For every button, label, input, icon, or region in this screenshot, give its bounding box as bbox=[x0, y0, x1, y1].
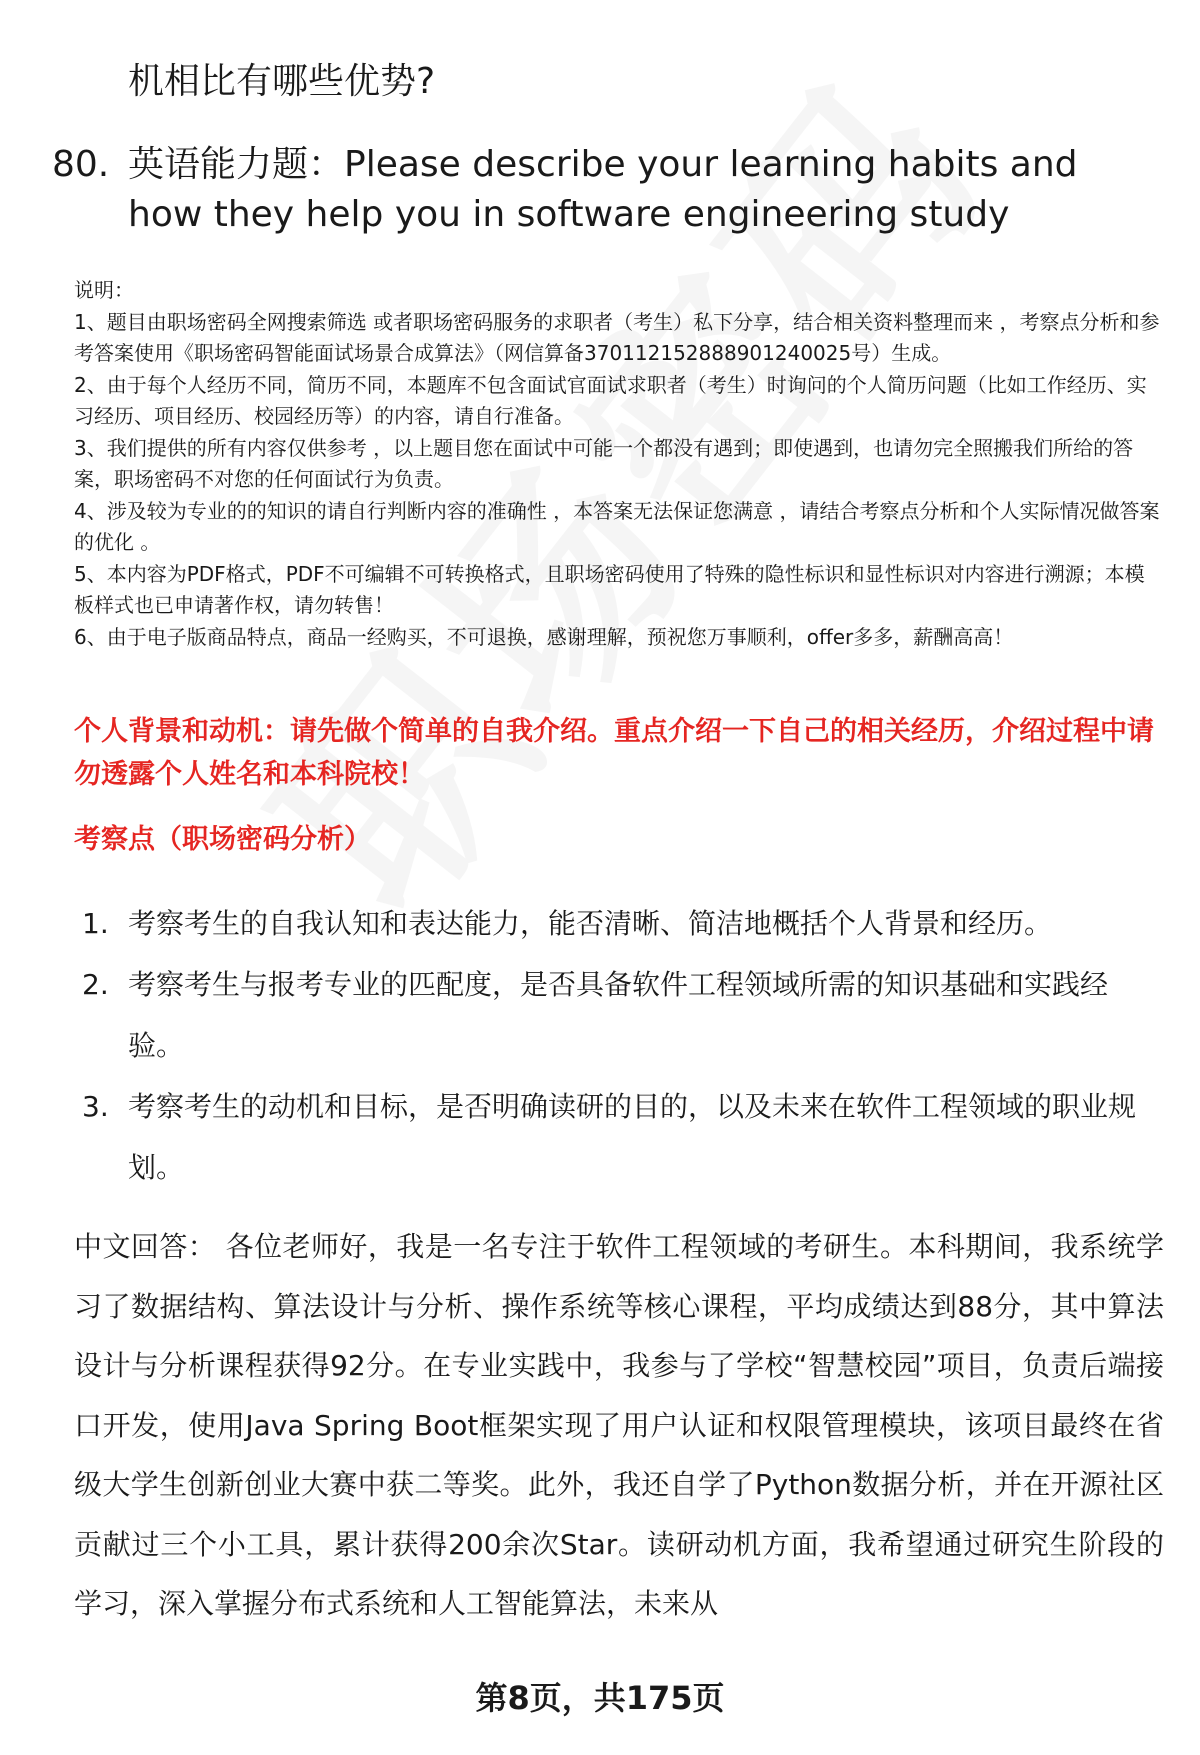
analysis-point-number: 3. bbox=[82, 1090, 109, 1123]
question-80 bbox=[52, 140, 1152, 240]
analysis-point-text: 考察考生的自我认知和表达能力，能否清晰、简洁地概括个人背景和经历。 bbox=[128, 907, 1053, 940]
question-number: 80. bbox=[52, 144, 110, 185]
analysis-point bbox=[82, 1076, 1162, 1198]
notes-line: 1、题目由职场密码全网搜索筛选 或者职场密码服务的求职者（考生）私下分享，结合相关资料整理而来 ，考察点分析和参考答案使用《职场密码智能面试场景合成算法》（网信算备370112152888901240025号）生成。 bbox=[74, 309, 1160, 365]
analysis-point bbox=[82, 893, 1162, 954]
analysis-point-text: 考察考生的动机和目标，是否明确读研的目的，以及未来在软件工程领域的职业规划。 bbox=[128, 1090, 1137, 1184]
analysis-point-text: 考察考生与报考专业的匹配度，是否具备软件工程领域所需的知识基础和实践经验。 bbox=[128, 968, 1109, 1062]
notes-line: 5、本内容为PDF格式，PDF不可编辑不可转换格式，且职场密码使用了特殊的隐性标识和显性标识对内容进行溯源；本模板样式也已申请著作权，请勿转售！ bbox=[74, 561, 1145, 617]
question-text: 英语能力题：Please describe your learning habits and how they help you in software engineering study bbox=[128, 144, 1078, 235]
previous-question-continuation: 机相比有哪些优势? bbox=[128, 61, 436, 102]
notes-line: 2、由于每个人经历不同，简历不同，本题库不包含面试官面试求职者（考生）时询问的个人简历问题（比如工作经历、实习经历、项目经历、校园经历等）的内容，请自行准备。 bbox=[74, 372, 1147, 428]
page-footer: 第8页，共175页 bbox=[475, 1679, 725, 1717]
chinese-answer: 中文回答： 各位老师好，我是一名专注于软件工程领域的考研生。本科期间，我系统学习了数据结构、算法设计与分析、操作系统等核心课程，平均成绩达到88分，其中算法设计与分析课程获得92分。在专业实践中，我参与了学校“智慧校园”项目，负责后端接口开发，使用Java Spring Boot框架实现了用户认证和权限管理模块，该项目最终在省级大学生创新创业大赛中获二等奖。此外，我还自学了Python数据分析，并在开源社区贡献过三个小工具，累计获得200余次Star。读研动机方面，我希望通过研究生阶段的学习，深入掌握分布式系统和人工智能算法，未来从 bbox=[74, 1230, 1164, 1620]
analysis-points-list bbox=[82, 893, 1162, 1198]
notes-line: 6、由于电子版商品特点，商品一经购买，不可退换，感谢理解，预祝您万事顺利，offer多多，薪酬高高！ bbox=[74, 624, 1014, 649]
interview-question-heading: 个人背景和动机：请先做个简单的自我介绍。重点介绍一下自己的相关经历，介绍过程中请勿透露个人姓名和本科院校！ bbox=[74, 716, 1154, 790]
notes-line: 4、涉及较为专业的的知识的请自行判断内容的准确性 ，本答案无法保证您满意 ，请结合考察点分析和个人实际情况做答案的优化 。 bbox=[74, 498, 1160, 554]
analysis-point-number: 2. bbox=[82, 968, 109, 1001]
analysis-point bbox=[82, 954, 1162, 1076]
analysis-point-number: 1. bbox=[82, 907, 109, 940]
analysis-title: 考察点（职场密码分析） bbox=[74, 824, 371, 855]
notes-line: 3、我们提供的所有内容仅供参考 ，以上题目您在面试中可能一个都没有遇到；即使遇到，也请勿完全照搬我们所给的答案，职场密码不对您的任何面试行为负责。 bbox=[74, 435, 1134, 491]
notes-line: 说明： bbox=[74, 278, 134, 302]
notes-block bbox=[74, 275, 1160, 653]
